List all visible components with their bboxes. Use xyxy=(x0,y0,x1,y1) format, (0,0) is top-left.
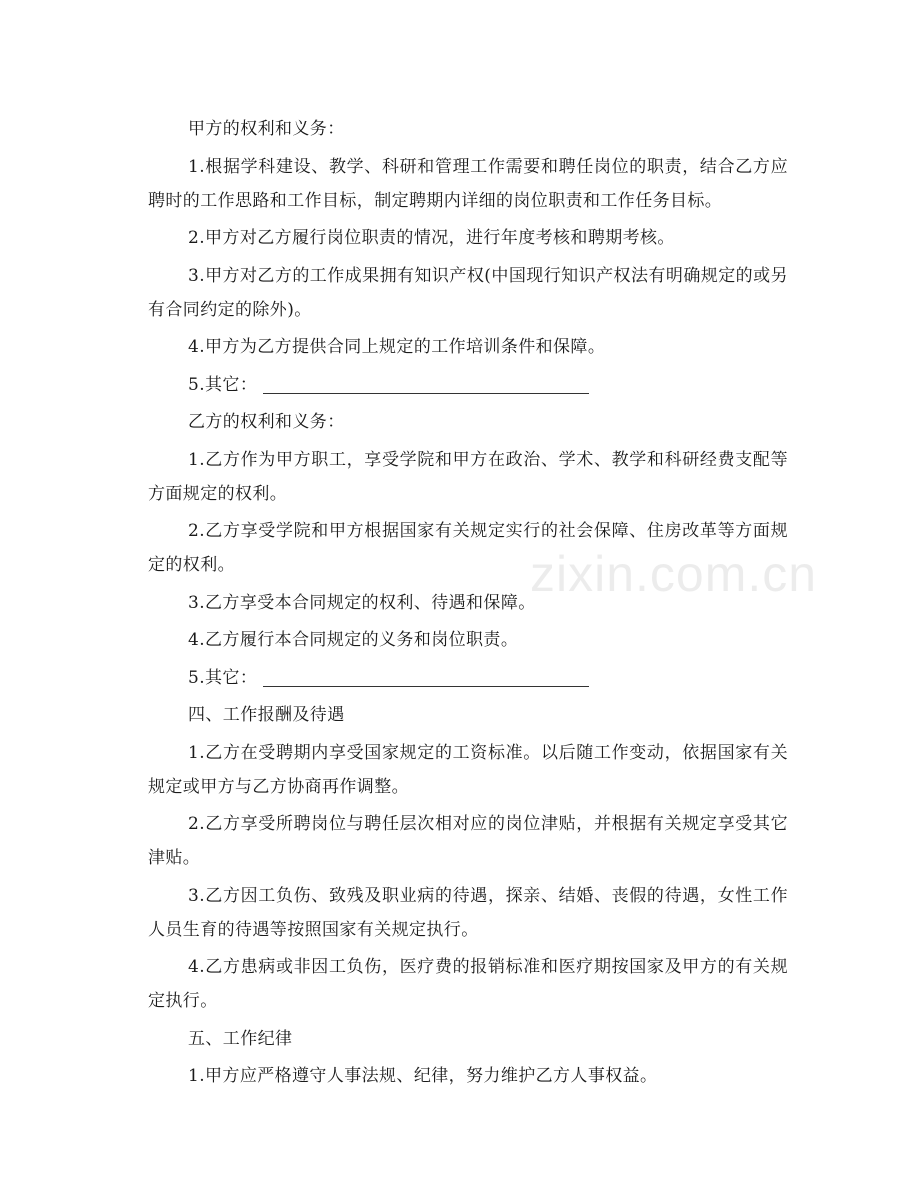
document-body xyxy=(148,112,788,1097)
paragraph: 4.乙方履行本合同规定的义务和岗位职责。 xyxy=(188,630,519,650)
paragraph: 3.乙方享受本合同规定的权利、待遇和保障。 xyxy=(188,592,536,613)
blank-fill-line xyxy=(263,664,589,687)
other-label: 5.其它： xyxy=(188,374,258,395)
other-item xyxy=(148,661,788,695)
paragraph: 3.甲方对乙方的工作成果拥有知识产权(中国现行知识产权法有明确规定的或另有合同约定的除外)。 xyxy=(148,265,788,320)
paragraph: 3.乙方因工负伤、致残及职业病的待遇，探亲、结婚、丧假的待遇，女性工作人员生育的待遇等按照国家有关规定执行。 xyxy=(148,885,788,940)
section-heading-remuneration: 四、工作报酬及待遇 xyxy=(188,705,345,725)
other-item xyxy=(148,368,788,402)
blank-fill-line xyxy=(263,371,589,394)
section-heading-party-a: 甲方的权利和义务： xyxy=(188,119,345,139)
paragraph: 1.甲方应严格遵守人事法规、纪律，努力维护乙方人事权益。 xyxy=(188,1066,658,1086)
paragraph: 2.乙方享受所聘岗位与聘任层次相对应的岗位津贴，并根据有关规定享受其它津贴。 xyxy=(148,814,788,868)
watermark: zixin.com.cn xyxy=(530,546,818,602)
paragraph: 4.乙方患病或非因工负伤，医疗费的报销标准和医疗期按国家及甲方的有关规定执行。 xyxy=(148,957,788,1011)
section-heading-party-b: 乙方的权利和义务： xyxy=(188,412,345,432)
section-heading-discipline: 五、工作纪律 xyxy=(188,1028,293,1049)
paragraph: 2.乙方享受学院和甲方根据国家有关规定实行的社会保障、住房改革等方面规定的权利。 xyxy=(148,521,788,575)
other-label: 5.其它： xyxy=(188,667,258,688)
paragraph: 1.根据学科建设、教学、科研和管理工作需要和聘任岗位的职责，结合乙方应聘时的工作思路和工作目标，制定聘期内详细的岗位职责和工作任务目标。 xyxy=(148,156,788,211)
paragraph: 2.甲方对乙方履行岗位职责的情况，进行年度考核和聘期考核。 xyxy=(188,228,675,248)
paragraph: 4.甲方为乙方提供合同上规定的工作培训条件和保障。 xyxy=(188,337,606,357)
paragraph: 1.乙方作为甲方职工，享受学院和甲方在政治、学术、教学和科研经费支配等方面规定的权利。 xyxy=(148,449,788,504)
paragraph: 1.乙方在受聘期内享受国家规定的工资标准。以后随工作变动，依据国家有关规定或甲方与乙方协商再作调整。 xyxy=(148,742,788,797)
